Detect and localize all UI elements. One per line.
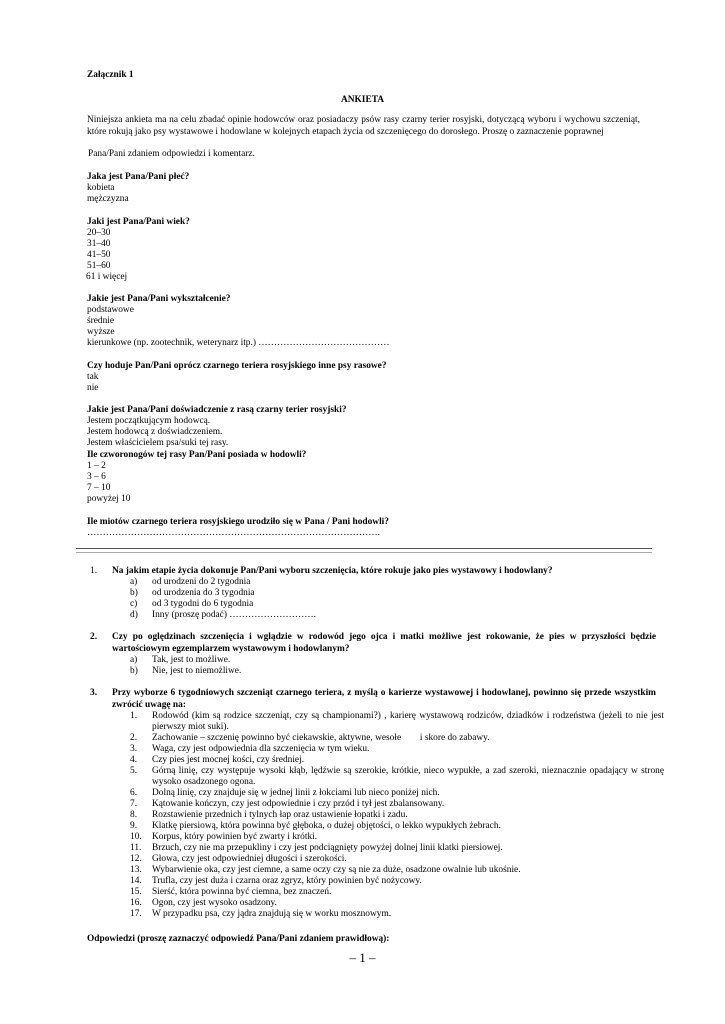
criteria-number: 17. xyxy=(130,909,142,919)
education-option[interactable]: wyższe xyxy=(87,327,115,337)
education-option[interactable]: podstawowe xyxy=(87,305,134,315)
experience-question: Jakie jest Pana/Pani doświadczenie z rasą czarny terier rosyjski? xyxy=(87,405,347,415)
gender-question: Jaka jest Pana/Pani płeć? xyxy=(87,172,190,182)
dog-count-question: Ile czworonogów tej rasy Pan/Pani posiada w hodowli? xyxy=(87,450,307,460)
question-number: 1. xyxy=(90,566,98,576)
prognosis-option[interactable]: Tak, jest to możliwe. xyxy=(152,655,231,665)
option-letter: c) xyxy=(130,599,138,609)
criteria-item[interactable]: Zachowanie – szczenię powinno być ciekawskie, aktywne, wesołe i skore do zabawy. xyxy=(152,733,490,743)
criteria-number: 11. xyxy=(130,843,142,853)
dog-count-option[interactable]: 7 – 10 xyxy=(87,483,111,493)
age-option[interactable]: 41–50 xyxy=(87,250,111,260)
dog-count-option[interactable]: powyżej 10 xyxy=(87,494,131,504)
criteria-item[interactable]: Sierść, która powinna być ciemna, bez znaczeń. xyxy=(152,887,332,897)
criteria-item[interactable]: Wybarwienie oka, czy jest ciemne, a same oczy czy są nie za duże, osadzone owalnie lub ukośnie. xyxy=(152,865,521,875)
education-question: Jakie jest Pana/Pani wykształcenie? xyxy=(87,294,231,304)
age-option[interactable]: 51–60 xyxy=(87,261,111,271)
option-letter: d) xyxy=(130,610,138,620)
age-question: Jaki jest Pana/Pani wiek? xyxy=(87,217,190,227)
criteria-item[interactable]: Głowa, czy jest odpowiedniej długości i szerokości. xyxy=(152,854,347,864)
criteria-number: 8. xyxy=(130,810,138,820)
criteria-item[interactable]: Korpus, który powinien być zwarty i krótki. xyxy=(152,832,318,842)
criteria-number: 15. xyxy=(130,887,142,897)
other-breeds-option[interactable]: tak xyxy=(87,372,99,382)
selection-stage-question: Na jakim etapie życia dokonuje Pan/Pani wyboru szczenięcia, które rokuje jako pies wystawowy i hodowlany? xyxy=(112,566,553,576)
criteria-item[interactable]: Dolną linię, czy znajduje się w jednej linii z łokciami lub nieco poniżej nich. xyxy=(152,788,440,798)
experience-option[interactable]: Jestem właścicielem psa/suki tej rasy. xyxy=(87,438,229,448)
litters-question: Ile miotów czarnego teriera rosyjskiego urodziło się w Pana / Pani hodowli? xyxy=(87,517,389,527)
criteria-number: 13. xyxy=(130,865,142,875)
stage-option[interactable]: od urodzenia do 3 tygodnia xyxy=(152,588,255,598)
criteria-number: 6. xyxy=(130,788,138,798)
age-option[interactable]: 61 i więcej xyxy=(86,272,128,282)
page-number: – 1 – xyxy=(349,950,376,965)
experience-option[interactable]: Jestem hodowcą z doświadczeniem. xyxy=(87,427,223,437)
option-letter: a) xyxy=(130,577,138,587)
answers-instruction: Odpowiedzi (proszę zaznaczyć odpowiedź Pana/Pani zdaniem prawidłową): xyxy=(87,934,390,944)
age-option[interactable]: 31–40 xyxy=(87,239,111,249)
intro-paragraph: Niniejsza ankieta ma na celu zbadać opinie hodowców oraz posiadaczy psów rasy czarny terier rosyjski, dotyczącą wyboru i wychowu szczeniąt, które rokują jako psy wystawowe i hodowlane w kolejnych etapach życia od szczenięcego do dorosłego. Proszę o zaznaczenie poprawnej xyxy=(87,115,640,137)
intro-paragraph-end: Pana/Pani zdaniem odpowiedzi i komentarz. xyxy=(88,149,255,159)
criteria-item[interactable]: Górną linię, czy występuje wysoki kłąb, lędźwie są szerokie, krótkie, nieco wypukłe, a zad szeroki, nieznacznie opadający w stronę wysoko osadzonego ogona. xyxy=(152,766,664,787)
question-number: 3. xyxy=(90,688,98,698)
gender-option[interactable]: kobieta xyxy=(87,183,115,193)
education-option[interactable]: kierunkowe (np. zootechnik, weterynarz itp.) …………………………………… xyxy=(87,338,390,348)
criteria-item[interactable]: Klatkę piersiową, która powinna być głęboka, o dużej objętości, o lekko wypukłych żebrach. xyxy=(152,821,501,831)
litters-answer-line[interactable]: …………………………………………………………………………………. xyxy=(87,528,380,538)
stage-option[interactable]: od 3 tygodni do 6 tygodnia xyxy=(152,599,254,609)
criteria-number: 7. xyxy=(130,799,138,809)
criteria-number: 4. xyxy=(130,755,138,765)
criteria-number: 16. xyxy=(130,898,142,908)
document-title: ANKIETA xyxy=(340,95,385,105)
criteria-item[interactable]: Rodowód (kim są rodzice szczeniąt, czy są championami?) , karierę wystawową rodziców, dziadków i rodzeństwa (jeżeli to nie jest pierwszy miot suki). xyxy=(152,711,664,732)
criteria-number: 2. xyxy=(130,733,138,743)
option-letter: b) xyxy=(130,666,138,676)
criteria-question: Przy wyborze 6 tygodniowych szczeniąt czarnego teriera, z myślą o karierze wystawowej i hodowlanej, powinno się przede wszystkim zwrócić uwagę na: xyxy=(112,688,656,710)
criteria-item[interactable]: W przypadku psa, czy jądra znajdują się w worku mosznowym. xyxy=(152,909,392,919)
criteria-number: 5. xyxy=(130,766,138,776)
criteria-number: 3. xyxy=(130,744,138,754)
criteria-number: 1. xyxy=(130,711,138,721)
criteria-number: 9. xyxy=(130,821,138,831)
option-letter: b) xyxy=(130,588,138,598)
dog-count-option[interactable]: 1 – 2 xyxy=(87,461,106,471)
criteria-item[interactable]: Brzuch, czy nie ma przepukliny i czy jest podciągnięty powyżej dolnej linii klatki piersiowej. xyxy=(152,843,503,853)
prognosis-option[interactable]: Nie, jest to niemożliwe. xyxy=(152,666,242,676)
option-letter: a) xyxy=(130,655,138,665)
criteria-item[interactable]: Trufla, czy jest duża i czarna oraz zgryz, który powinien być nożycowy. xyxy=(152,876,422,886)
stage-option[interactable]: od urodzeni do 2 tygodnia xyxy=(152,577,251,587)
criteria-item[interactable]: Kątowanie kończyn, czy jest odpowiednie i czy przód i tył jest zbalansowany. xyxy=(152,799,445,809)
other-breeds-option[interactable]: nie xyxy=(87,383,99,393)
age-option[interactable]: 20–30 xyxy=(87,228,111,238)
criteria-item[interactable]: Czy pies jest mocnej kości, czy średniej. xyxy=(152,755,305,765)
section-divider-shadow xyxy=(76,552,652,553)
criteria-number: 14. xyxy=(130,876,142,886)
education-option[interactable]: średnie xyxy=(87,316,115,326)
section-divider xyxy=(76,548,652,549)
other-breeds-question: Czy hoduje Pan/Pani oprócz czarnego teriera rosyjskiego inne psy rasowe? xyxy=(87,361,387,371)
prognosis-question: Czy po oględzinach szczenięcia i wglądzie w rodowód jego ojca i matki możliwe jest rokowanie, że pies w przyszłości będzie wartościowym egzemplarzem wystawowym i hodowlanym? xyxy=(112,632,656,654)
criteria-item[interactable]: Rozstawienie przednich i tylnych łap oraz ustawienie łopatki i zadu. xyxy=(152,810,408,820)
dog-count-option[interactable]: 3 – 6 xyxy=(87,472,106,482)
criteria-item[interactable]: Waga, czy jest odpowiednia dla szczenięcia w tym wieku. xyxy=(152,744,370,754)
criteria-number: 12. xyxy=(130,854,142,864)
attachment-label: Załącznik 1 xyxy=(87,70,134,80)
stage-option[interactable]: Inny (proszę podać) ………………………. xyxy=(152,610,317,620)
gender-option[interactable]: mężczyzna xyxy=(87,194,129,204)
criteria-item[interactable]: Ogon, czy jest wysoko osadzony. xyxy=(152,898,277,908)
experience-option[interactable]: Jestem początkującym hodowcą. xyxy=(87,416,211,426)
criteria-number: 10. xyxy=(130,832,142,842)
question-number: 2. xyxy=(90,632,98,642)
